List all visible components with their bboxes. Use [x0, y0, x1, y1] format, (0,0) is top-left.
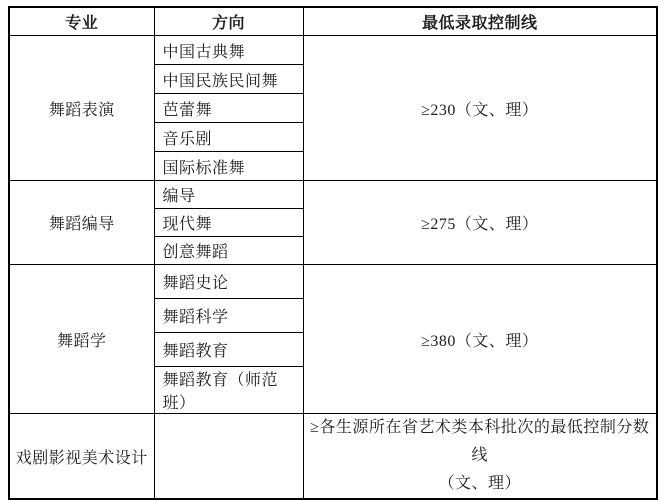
table-row	[9, 181, 657, 209]
major-cell: 戏剧影视美术设计	[9, 414, 154, 500]
direction-cell: 芭蕾舞	[154, 94, 303, 123]
direction-cell: 舞蹈教育（师范班）	[154, 367, 303, 414]
table-row	[9, 36, 657, 65]
direction-cell: 舞蹈科学	[154, 299, 303, 333]
direction-cell: 编导	[154, 181, 303, 209]
direction-cell: 舞蹈史论	[154, 265, 303, 299]
cutoff-cell: ≥380（文、理）	[303, 265, 657, 414]
cutoff-cell	[303, 414, 657, 500]
direction-cell: 创意舞蹈	[154, 237, 303, 265]
header-major: 专业	[9, 7, 154, 36]
direction-cell: 国际标准舞	[154, 152, 303, 181]
header-row	[9, 7, 657, 36]
major-cell: 舞蹈表演	[9, 36, 154, 181]
major-cell: 舞蹈编导	[9, 181, 154, 265]
direction-cell: 现代舞	[154, 209, 303, 237]
cutoff-cell: ≥275（文、理）	[303, 181, 657, 265]
direction-cell: 中国民族民间舞	[154, 65, 303, 94]
admission-score-table	[8, 6, 658, 500]
major-cell: 舞蹈学	[9, 265, 154, 414]
cutoff-text-line2: （文、理）	[438, 475, 521, 492]
table-row	[9, 265, 657, 299]
table-row	[9, 414, 657, 500]
cutoff-cell: ≥230（文、理）	[303, 36, 657, 181]
cutoff-text-line1: ≥各生源所在省艺术类本科批次的最低控制分数线	[310, 419, 650, 464]
direction-cell: 中国古典舞	[154, 36, 303, 65]
direction-cell: 舞蹈教育	[154, 333, 303, 367]
header-cutoff: 最低录取控制线	[303, 7, 657, 36]
direction-cell: 音乐剧	[154, 123, 303, 152]
header-direction: 方向	[154, 7, 303, 36]
direction-cell-empty	[154, 414, 303, 500]
